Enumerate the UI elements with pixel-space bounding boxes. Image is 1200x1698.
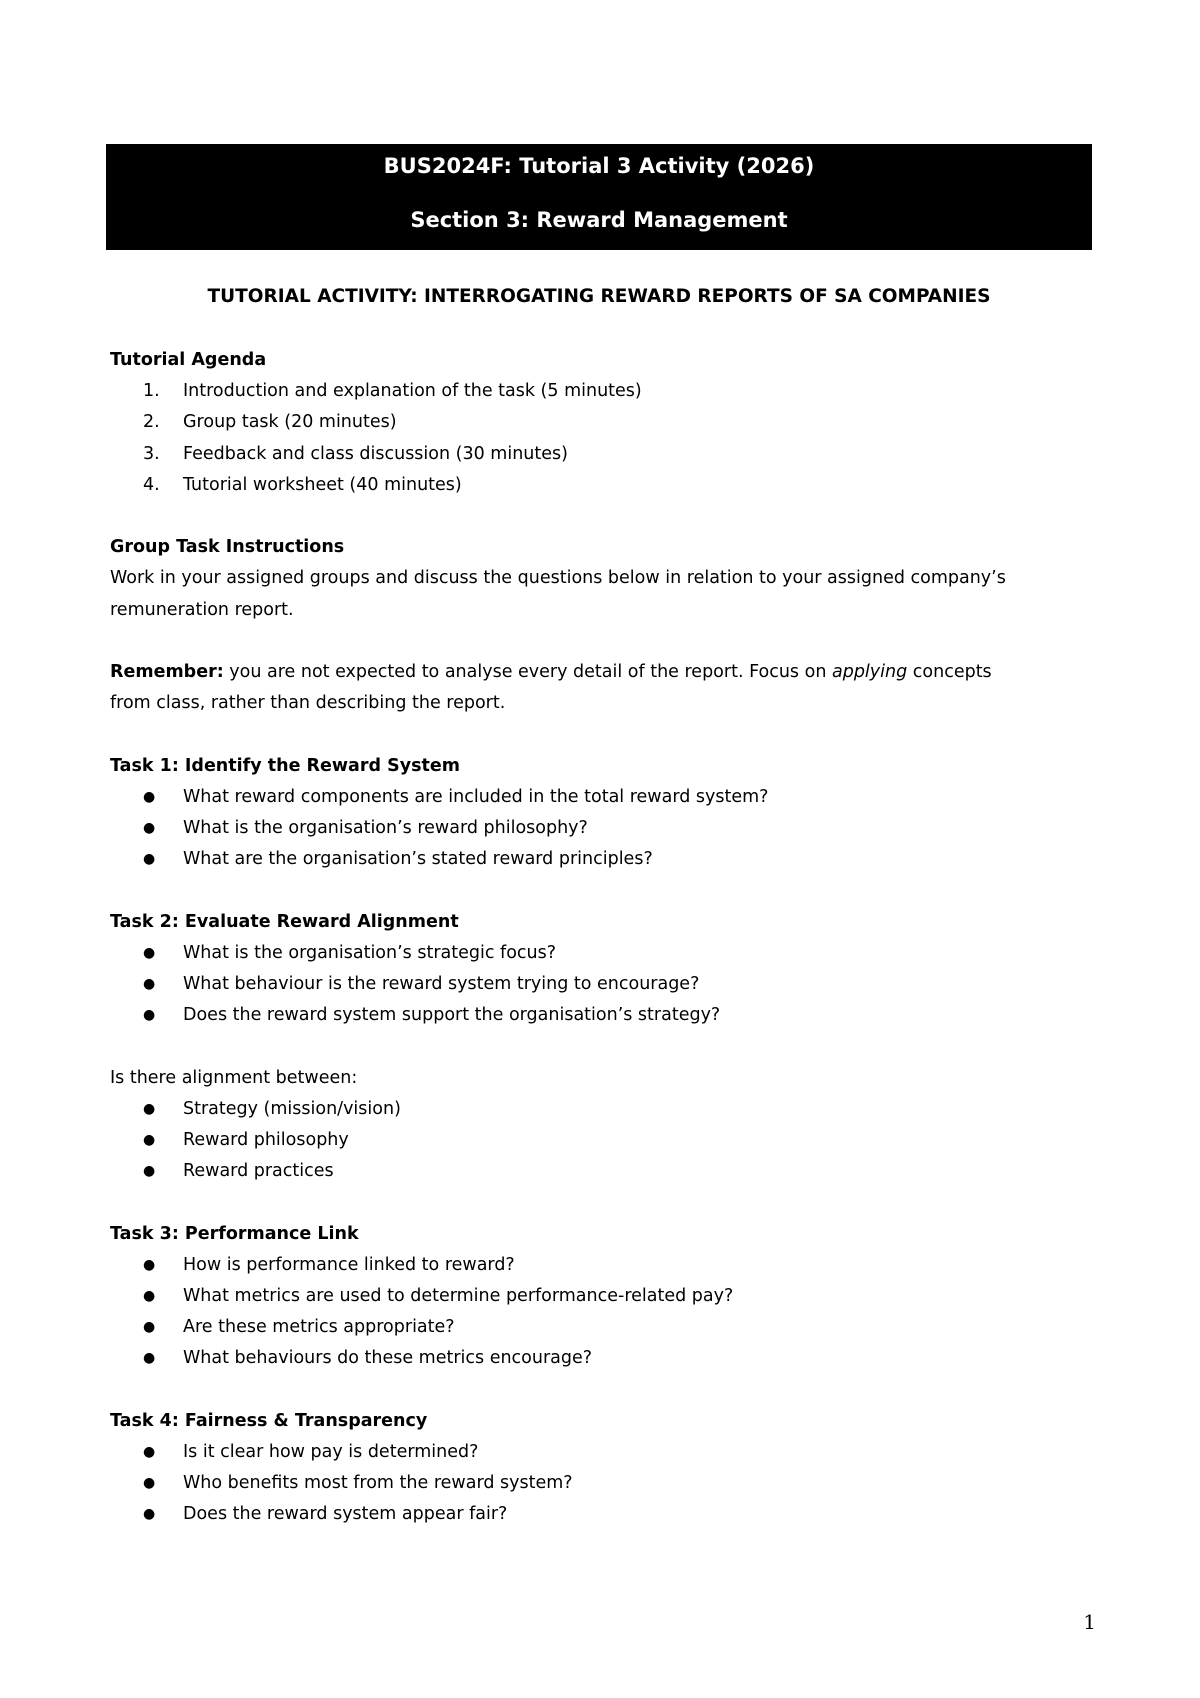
list-item-text: What behaviours do these metrics encourage?	[183, 1348, 593, 1369]
list-item-text: What reward components are included in the total reward system?	[183, 786, 769, 807]
task4-heading: Task 4: Fairness & Transparency	[110, 1410, 428, 1431]
item-number: 4.	[143, 474, 160, 495]
list-item	[110, 813, 1040, 844]
bullet-icon: ●	[143, 1350, 156, 1367]
list-item	[110, 969, 1040, 1000]
bullet-icon: ●	[143, 1475, 156, 1492]
bullet-icon: ●	[143, 944, 156, 961]
list-item-text: What is the organisation’s strategic focus?	[183, 942, 557, 963]
remember-label: Remember:	[110, 662, 224, 682]
bullet-icon: ●	[143, 1100, 156, 1117]
item-number: 1.	[143, 381, 160, 402]
document-title: BUS2024F: Tutorial 3 Activity (2026)	[383, 154, 815, 178]
list-item	[110, 1125, 1040, 1156]
list-item-text: Does the reward system appear fair?	[183, 1504, 508, 1525]
list-item	[110, 1343, 1040, 1374]
list-item	[110, 1000, 1040, 1031]
item-number: 3.	[143, 443, 160, 464]
list-item	[110, 1312, 1040, 1343]
bullet-icon: ●	[143, 976, 156, 992]
list-item-text: What are the organisation’s stated reward principles?	[183, 849, 653, 870]
instructions-line: remuneration report.	[110, 599, 294, 620]
bullet-icon: ●	[143, 1506, 156, 1523]
list-item	[110, 1250, 1040, 1281]
list-item	[110, 844, 1040, 875]
bullet-icon: ●	[143, 1256, 156, 1273]
remember-text: concepts	[907, 662, 992, 682]
agenda-item	[110, 470, 1040, 501]
list-item-text: How is performance linked to reward?	[183, 1254, 515, 1275]
list-item	[110, 1499, 1040, 1530]
alignment-intro: Is there alignment between:	[110, 1067, 358, 1088]
agenda-item-text: Introduction and explanation of the task (5 minutes)	[183, 381, 642, 402]
list-item	[110, 1468, 1040, 1499]
list-item-text: Who benefits most from the reward system?	[183, 1473, 573, 1494]
remember-line: from class, rather than describing the report.	[110, 693, 506, 714]
task3-heading: Task 3: Performance Link	[110, 1223, 359, 1244]
activity-title: TUTORIAL ACTIVITY: INTERROGATING REWARD REPORTS OF SA COMPANIES	[207, 286, 991, 307]
bullet-icon: ●	[143, 1444, 156, 1460]
list-item	[110, 1437, 1040, 1468]
list-item-text: What metrics are used to determine performance-related pay?	[183, 1286, 734, 1306]
document-body	[110, 345, 1040, 1531]
agenda-item-text: Tutorial worksheet (40 minutes)	[183, 474, 462, 495]
remember-paragraph	[110, 657, 1040, 688]
document-subtitle: Section 3: Reward Management	[410, 208, 788, 232]
title-banner	[106, 144, 1092, 250]
list-item	[110, 782, 1040, 813]
list-item	[110, 938, 1040, 969]
agenda-item	[110, 376, 1040, 407]
bullet-icon: ●	[143, 820, 156, 836]
agenda-heading: Tutorial Agenda	[110, 350, 267, 370]
remember-emphasis: applying	[831, 662, 908, 682]
page-number: 1	[1083, 1610, 1096, 1634]
list-item-text: Reward philosophy	[183, 1130, 349, 1150]
bullet-icon: ●	[143, 1007, 156, 1024]
list-item	[110, 1094, 1040, 1125]
bullet-icon: ●	[143, 1132, 156, 1148]
list-item-text: What is the organisation’s reward philosophy?	[183, 818, 588, 838]
list-item-text: Are these metrics appropriate?	[183, 1317, 455, 1338]
list-item-text: Strategy (mission/vision)	[183, 1098, 401, 1119]
instructions-line: Work in your assigned groups and discuss the questions below in relation to your assigned company’s	[110, 568, 1006, 589]
agenda-item-text: Feedback and class discussion (30 minutes)	[183, 443, 568, 464]
list-item-text: Reward practices	[183, 1161, 334, 1182]
bullet-icon: ●	[143, 851, 156, 868]
agenda-item-text: Group task (20 minutes)	[183, 412, 397, 433]
task2-heading: Task 2: Evaluate Reward Alignment	[110, 911, 459, 932]
instructions-heading: Group Task Instructions	[110, 537, 345, 558]
list-item-text: What behaviour is the reward system trying to encourage?	[183, 974, 700, 994]
agenda-item	[110, 407, 1040, 438]
agenda-item	[110, 439, 1040, 470]
item-number: 2.	[143, 412, 160, 433]
task1-heading: Task 1: Identify the Reward System	[110, 755, 460, 776]
list-item-text: Is it clear how pay is determined?	[183, 1442, 479, 1462]
list-item	[110, 1156, 1040, 1187]
bullet-icon: ●	[143, 1319, 156, 1336]
list-item	[110, 1281, 1040, 1312]
list-item-text: Does the reward system support the organisation’s strategy?	[183, 1005, 721, 1026]
bullet-icon: ●	[143, 1163, 156, 1180]
bullet-icon: ●	[143, 1288, 156, 1304]
remember-text: you are not expected to analyse every detail of the report. Focus on	[223, 662, 832, 682]
bullet-icon: ●	[143, 788, 156, 805]
